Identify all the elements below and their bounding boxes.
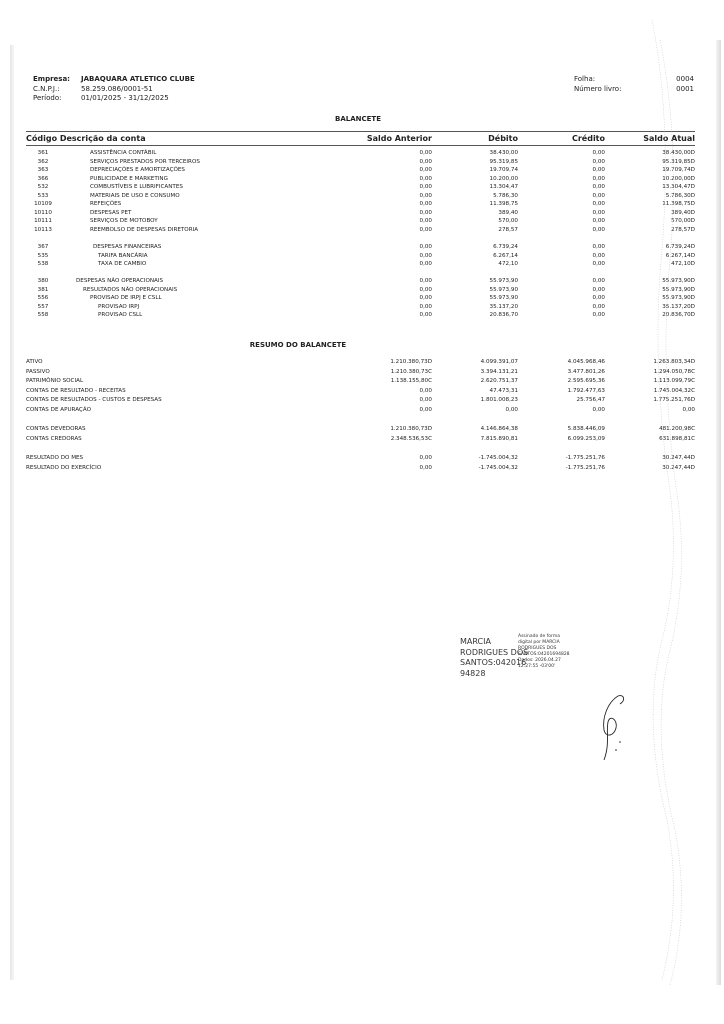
- saldo-anterior-value: 0,00: [419, 192, 432, 199]
- summary-title: RESUMO DO BALANCETE: [249, 341, 347, 349]
- account-description: TAXA DE CAMBIO: [98, 261, 147, 267]
- saldo-atual-value: 30.247,44D: [662, 455, 695, 461]
- debito-value: 55.973,90: [489, 286, 518, 293]
- account-description: REFEIÇÕES: [90, 201, 122, 207]
- credito-value: 6.099.253,09: [567, 435, 605, 442]
- debito-value: 10.200,00: [489, 175, 518, 182]
- saldo-atual-value: 472,10D: [671, 261, 695, 267]
- header-rule-bottom: [26, 145, 695, 146]
- account-code: 10113: [34, 226, 52, 233]
- debito-value: 1.801.008,23: [480, 397, 518, 403]
- account-code: 10110: [34, 209, 52, 216]
- handwritten-signature: [596, 692, 636, 762]
- saldo-anterior-value: 0,00: [419, 406, 432, 413]
- signer-name-line: SANTOS:042016: [460, 658, 527, 667]
- summary-description: RESULTADO DO EXERCÍCIO: [26, 464, 102, 471]
- signature-meta-line: Dados: 2026.04.27: [518, 658, 561, 663]
- saldo-anterior-value: 1.210.380,73D: [390, 359, 432, 365]
- summary-description: CONTAS DE APURAÇÃO: [26, 406, 91, 413]
- saldo-atual-value: 631.898,81C: [659, 435, 695, 442]
- saldo-anterior-value: 1.138.155,80C: [390, 378, 432, 384]
- periodo-value: 01/01/2025 - 31/12/2025: [81, 94, 169, 103]
- saldo-atual-value: 10.200,00D: [662, 175, 695, 182]
- debito-value: 4.099.391,07: [480, 359, 518, 365]
- debito-value: 0,00: [505, 406, 518, 413]
- signer-name-line: 94828: [460, 668, 486, 678]
- saldo-atual-value: 19.709,74D: [662, 167, 695, 173]
- saldo-anterior-value: 2.348.536,53C: [390, 435, 432, 442]
- saldo-atual-value: 481.200,98C: [659, 426, 695, 432]
- debito-value: -1.745.004,32: [478, 464, 518, 471]
- saldo-atual-value: 570,00D: [671, 218, 695, 224]
- account-code: 361: [37, 150, 49, 156]
- credito-value: 25.756,47: [576, 397, 605, 403]
- account-code: 538: [37, 261, 49, 267]
- debito-value: 570,00: [498, 218, 518, 224]
- account-description: RESULTADOS NÃO OPERACIONAIS: [83, 286, 178, 293]
- saldo-atual-value: 1.113.099,79C: [653, 378, 695, 384]
- credito-value: 1.792.477,63: [567, 387, 605, 394]
- account-code: 366: [37, 175, 49, 182]
- account-description: SERVIÇOS PRESTADOS POR TERCEIROS: [90, 158, 200, 165]
- saldo-anterior-value: 0,00: [419, 158, 432, 165]
- livro-label: Número livro:: [574, 84, 622, 93]
- account-code: 533: [37, 192, 49, 199]
- saldo-atual-value: 6.267,14D: [665, 252, 695, 259]
- summary-description: PASSIVO: [26, 368, 50, 375]
- saldo-atual-value: 5.786,30D: [665, 192, 695, 199]
- debito-value: 95.319,85: [489, 158, 518, 165]
- summary-description: CONTAS DE RESULTADO - RECEITAS: [26, 387, 126, 394]
- signature-meta-line: 12:27:55 -03'00': [518, 664, 556, 669]
- account-description: REEMBOLSO DE DESPESAS DIRETORIA: [90, 226, 199, 233]
- credito-value: 0,00: [592, 150, 605, 156]
- saldo-atual-value: 1.294.050,78C: [653, 368, 695, 375]
- account-code: 558: [37, 312, 49, 318]
- account-description: PROVISAO IRPJ: [98, 303, 140, 310]
- debito-value: 2.620.751,37: [480, 378, 518, 384]
- folha-value: 0004: [676, 75, 694, 83]
- saldo-atual-value: 389,40D: [671, 209, 695, 216]
- saldo-anterior-value: 0,00: [419, 244, 432, 250]
- credito-value: 0,00: [592, 226, 605, 233]
- saldo-atual-value: 55.973,90D: [662, 278, 695, 284]
- signature-meta-line: SANTOS:04201694828: [518, 652, 570, 657]
- saldo-anterior-value: 0,00: [419, 312, 432, 318]
- account-description: PUBLICIDADE E MARKETING: [90, 175, 168, 182]
- page-edge: [716, 40, 721, 985]
- saldo-anterior-value: 0,00: [419, 150, 432, 156]
- saldo-anterior-value: 0,00: [419, 286, 432, 293]
- credito-value: 0,00: [592, 303, 605, 310]
- saldo-anterior-value: 0,00: [419, 226, 432, 233]
- saldo-anterior-value: 0,00: [419, 261, 432, 267]
- credito-value: 0,00: [592, 312, 605, 318]
- saldo-anterior-value: 0,00: [419, 397, 432, 403]
- saldo-anterior-value: 0,00: [419, 201, 432, 207]
- summary-description: PATRIMÔNIO SOCIAL: [26, 378, 84, 384]
- credito-value: 4.045.968,46: [567, 359, 605, 365]
- livro-value: 0001: [676, 84, 694, 93]
- credito-value: 0,00: [592, 406, 605, 413]
- saldo-atual-value: 38.430,00D: [662, 150, 695, 156]
- signature-meta-line: digital por MARCIA: [518, 640, 560, 645]
- cnpj-label: C.N.P.J.:: [33, 84, 60, 93]
- saldo-atual-value: 30.247,44D: [662, 464, 695, 471]
- saldo-anterior-value: 0,00: [419, 218, 432, 224]
- saldo-anterior-value: 0,00: [419, 387, 432, 394]
- account-code: 367: [37, 244, 49, 250]
- account-code: 556: [37, 295, 49, 301]
- account-code: 557: [37, 303, 49, 310]
- credito-value: 5.838.446,09: [567, 426, 605, 432]
- account-code: 10111: [34, 218, 52, 224]
- debito-value: 6.739,24: [493, 244, 518, 250]
- saldo-anterior-value: 0,00: [419, 455, 432, 461]
- account-code: 381: [37, 286, 49, 293]
- empresa-value: JABAQUARA ATLETICO CLUBE: [81, 75, 195, 83]
- saldo-anterior-value: 1.210.380,73C: [390, 368, 432, 375]
- saldo-anterior-value: 0,00: [419, 303, 432, 310]
- col-header-credito: Crédito: [571, 134, 605, 143]
- empresa-label: Empresa:: [33, 75, 70, 83]
- account-code: 363: [37, 167, 49, 173]
- account-description: ASSISTÊNCIA CONTÁBIL: [90, 150, 157, 156]
- signer-name-line: RODRIGUES DOS: [460, 647, 529, 657]
- saldo-atual-value: 11.398,75D: [662, 201, 695, 207]
- debito-value: 35.137,20: [489, 303, 518, 310]
- col-header-debito: Débito: [488, 134, 518, 143]
- header-rule-top: [26, 131, 695, 132]
- report-title: BALANCETE: [335, 115, 381, 123]
- credito-value: 0,00: [592, 158, 605, 165]
- account-description: SERVIÇOS DE MOTOBOY: [90, 218, 158, 224]
- debito-value: 4.146.864,38: [480, 426, 518, 432]
- digital-signature-details: [518, 634, 570, 670]
- debito-value: 3.394.131,21: [480, 368, 518, 375]
- col-header-saldo-atual: Saldo Atual: [643, 134, 695, 143]
- debito-value: 38.430,00: [489, 150, 518, 156]
- saldo-atual-value: 1.263.803,34D: [653, 359, 695, 365]
- account-description: PROVISAO DE IRPJ E CSLL: [90, 295, 162, 301]
- account-description: TARIFA BANCÁRIA: [98, 252, 148, 259]
- credito-value: 0,00: [592, 209, 605, 216]
- saldo-atual-value: 35.137,20D: [662, 303, 695, 310]
- account-description: DESPESAS FINANCEIRAS: [93, 244, 162, 250]
- cnpj-value: 58.259.086/0001-51: [81, 84, 153, 93]
- debito-value: 278,57: [498, 226, 518, 233]
- debito-value: 47.473,31: [489, 387, 518, 394]
- credito-value: 0,00: [592, 167, 605, 173]
- signature-meta-line: RODRIGUES DOS: [518, 646, 557, 651]
- book-info: [574, 75, 694, 94]
- saldo-anterior-value: 0,00: [419, 209, 432, 216]
- credito-value: 0,00: [592, 244, 605, 250]
- account-code: 362: [37, 158, 49, 165]
- saldo-atual-value: 55.973,90D: [662, 286, 695, 293]
- credito-value: -1.775.251,76: [565, 464, 605, 471]
- debito-value: 55.973,90: [489, 295, 518, 301]
- summary-description: RESULTADO DO MES: [26, 455, 84, 461]
- saldo-atual-value: 1.775.251,76D: [653, 397, 695, 403]
- summary-description: CONTAS DE RESULTADOS - CUSTOS E DESPESAS: [26, 397, 162, 403]
- debito-value: 19.709,74: [489, 167, 518, 173]
- debito-value: 11.398,75: [489, 201, 518, 207]
- col-header-codigo-descricao: Código Descrição da conta: [26, 134, 146, 143]
- saldo-anterior-value: 0,00: [419, 278, 432, 284]
- credito-value: -1.775.251,76: [565, 455, 605, 461]
- debito-value: 20.836,70: [489, 312, 518, 318]
- account-description: DEPRECIAÇÕES E AMORTIZAÇÕES: [90, 167, 185, 173]
- credito-value: 0,00: [592, 192, 605, 199]
- saldo-anterior-value: 0,00: [419, 464, 432, 471]
- saldo-anterior-value: 0,00: [419, 252, 432, 259]
- saldo-atual-value: 6.739,24D: [665, 244, 695, 250]
- account-description: COMBUSTÍVEIS E LUBRIFICANTES: [90, 184, 183, 190]
- saldo-atual-value: 1.745.004,32C: [653, 387, 695, 394]
- page-edge: [10, 45, 14, 980]
- account-description: MATERIAIS DE USO E CONSUMO: [90, 192, 180, 199]
- company-info: [33, 75, 195, 104]
- signer-name-line: MARCIA: [460, 637, 491, 646]
- debito-value: 55.973,90: [489, 278, 518, 284]
- debito-value: -1.745.004,32: [478, 455, 518, 461]
- account-code: 10109: [34, 201, 52, 207]
- credito-value: 0,00: [592, 218, 605, 224]
- summary-description: CONTAS CREDORAS: [26, 435, 82, 442]
- account-description: DESPESAS PET: [90, 209, 132, 216]
- signature-meta-line: Assinado de forma: [518, 634, 560, 639]
- saldo-anterior-value: 1.210.380,73D: [390, 426, 432, 432]
- account-code: 535: [37, 252, 49, 259]
- saldo-anterior-value: 0,00: [419, 184, 432, 190]
- summary-description: CONTAS DEVEDORAS: [26, 426, 86, 432]
- debito-value: 389,40: [498, 209, 518, 216]
- credito-value: 0,00: [592, 295, 605, 301]
- saldo-atual-value: 55.973,90D: [662, 295, 695, 301]
- debito-value: 6.267,14: [493, 252, 518, 259]
- credito-value: 0,00: [592, 286, 605, 293]
- periodo-label: Período:: [33, 94, 62, 103]
- credito-value: 0,00: [592, 175, 605, 182]
- saldo-atual-value: 278,57D: [671, 226, 695, 233]
- credito-value: 0,00: [592, 261, 605, 267]
- saldo-atual-value: 0,00: [682, 406, 695, 413]
- saldo-atual-value: 20.836,70D: [662, 312, 695, 318]
- credito-value: 0,00: [592, 252, 605, 259]
- account-code: 532: [37, 184, 49, 190]
- account-description: PROVISAO CSLL: [98, 312, 143, 318]
- account-description: DESPESAS NÃO OPERACIONAIS: [76, 278, 164, 284]
- credito-value: 0,00: [592, 201, 605, 207]
- saldo-atual-value: 95.319,85D: [662, 158, 695, 165]
- debito-value: 7.815.890,81: [480, 435, 518, 442]
- debito-value: 5.786,30: [493, 192, 518, 199]
- account-code: 380: [37, 278, 49, 284]
- summary-description: ATIVO: [26, 359, 43, 365]
- saldo-anterior-value: 0,00: [419, 295, 432, 301]
- credito-value: 0,00: [592, 184, 605, 190]
- debito-value: 472,10: [498, 261, 518, 267]
- credito-value: 2.595.695,36: [567, 378, 605, 384]
- credito-value: 3.477.801,26: [567, 368, 605, 375]
- saldo-atual-value: 13.304,47D: [662, 184, 695, 190]
- saldo-anterior-value: 0,00: [419, 167, 432, 173]
- saldo-anterior-value: 0,00: [419, 175, 432, 182]
- debito-value: 13.304,47: [489, 184, 518, 190]
- credito-value: 0,00: [592, 278, 605, 284]
- col-header-saldo-anterior: Saldo Anterior: [366, 134, 432, 143]
- folha-label: Folha:: [574, 75, 596, 83]
